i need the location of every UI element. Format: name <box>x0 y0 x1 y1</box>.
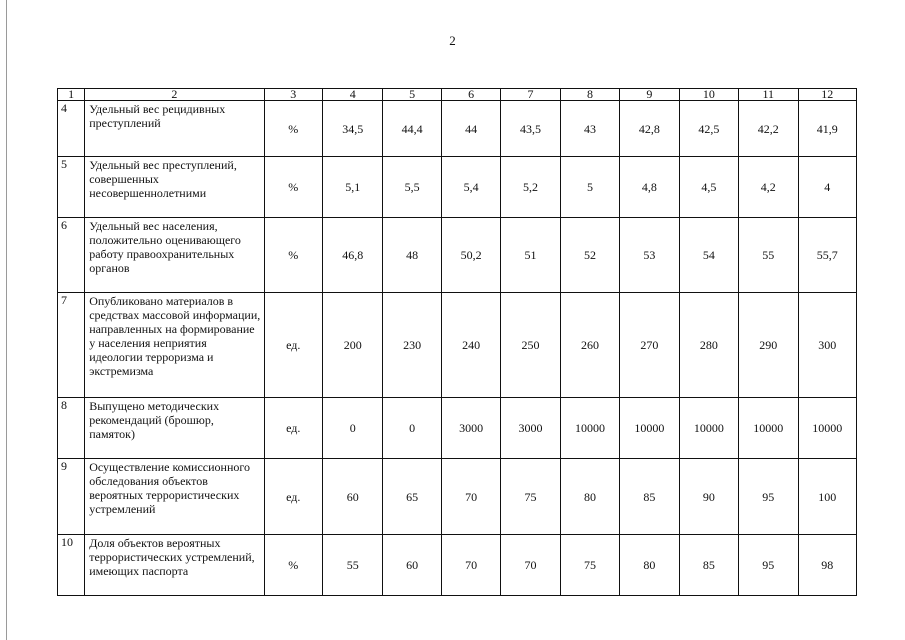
header-cell: 7 <box>501 89 560 101</box>
value-cell: 5,5 <box>383 157 441 218</box>
table-row <box>58 101 857 157</box>
table-header-row <box>58 89 857 101</box>
row-number: 5 <box>58 157 85 218</box>
page-edge-line <box>6 0 7 640</box>
value-cell: 95 <box>739 459 798 535</box>
indicator-name: Удельный вес населения, положительно оценивающего работу правоохранительных органов <box>85 218 264 293</box>
value-cell: 270 <box>620 293 679 398</box>
value-cell: 85 <box>620 459 679 535</box>
value-cell: 4 <box>798 157 857 218</box>
value-cell: 75 <box>560 535 619 596</box>
value-cell: 53 <box>620 218 679 293</box>
header-cell: 12 <box>798 89 857 101</box>
value-cell: 260 <box>560 293 619 398</box>
value-cell: 4,5 <box>679 157 738 218</box>
value-cell: 4,2 <box>739 157 798 218</box>
value-cell: 230 <box>383 293 441 398</box>
value-cell: 5,2 <box>501 157 560 218</box>
value-cell: 0 <box>322 398 382 459</box>
value-cell: 51 <box>501 218 560 293</box>
indicator-name: Опубликовано материалов в средствах массовой информации, направленных на формирование у населения неприятия идеологии терроризма и экстремизма <box>85 293 264 398</box>
table-row <box>58 293 857 398</box>
header-cell: 3 <box>264 89 322 101</box>
value-cell: 290 <box>739 293 798 398</box>
value-cell: 42,5 <box>679 101 738 157</box>
unit-cell: % <box>264 535 322 596</box>
value-cell: 70 <box>441 535 500 596</box>
header-cell: 5 <box>383 89 441 101</box>
header-cell: 2 <box>85 89 264 101</box>
value-cell: 4,8 <box>620 157 679 218</box>
header-cell: 4 <box>322 89 382 101</box>
value-cell: 300 <box>798 293 857 398</box>
value-cell: 43 <box>560 101 619 157</box>
value-cell: 55 <box>322 535 382 596</box>
value-cell: 280 <box>679 293 738 398</box>
value-cell: 60 <box>383 535 441 596</box>
value-cell: 44,4 <box>383 101 441 157</box>
value-cell: 42,8 <box>620 101 679 157</box>
header-cell: 9 <box>620 89 679 101</box>
value-cell: 5,1 <box>322 157 382 218</box>
value-cell: 10000 <box>679 398 738 459</box>
value-cell: 44 <box>441 101 500 157</box>
value-cell: 80 <box>620 535 679 596</box>
value-cell: 70 <box>441 459 500 535</box>
row-number: 9 <box>58 459 85 535</box>
header-cell: 11 <box>739 89 798 101</box>
row-number: 8 <box>58 398 85 459</box>
indicators-table <box>57 88 857 596</box>
row-number: 6 <box>58 218 85 293</box>
value-cell: 54 <box>679 218 738 293</box>
value-cell: 90 <box>679 459 738 535</box>
value-cell: 55 <box>739 218 798 293</box>
value-cell: 240 <box>441 293 500 398</box>
value-cell: 85 <box>679 535 738 596</box>
value-cell: 75 <box>501 459 560 535</box>
header-cell: 6 <box>441 89 500 101</box>
value-cell: 200 <box>322 293 382 398</box>
value-cell: 10000 <box>798 398 857 459</box>
indicator-name: Удельный вес рецидивных преступлений <box>85 101 264 157</box>
value-cell: 0 <box>383 398 441 459</box>
value-cell: 5 <box>560 157 619 218</box>
page-number: 2 <box>449 33 456 48</box>
row-number: 10 <box>58 535 85 596</box>
value-cell: 60 <box>322 459 382 535</box>
value-cell: 55,7 <box>798 218 857 293</box>
value-cell: 50,2 <box>441 218 500 293</box>
value-cell: 34,5 <box>322 101 382 157</box>
unit-cell: ед. <box>264 459 322 535</box>
value-cell: 80 <box>560 459 619 535</box>
unit-cell: % <box>264 157 322 218</box>
header-cell: 1 <box>58 89 85 101</box>
value-cell: 43,5 <box>501 101 560 157</box>
value-cell: 3000 <box>441 398 500 459</box>
indicator-name: Доля объектов вероятных террористических устремлений, имеющих паспорта <box>85 535 264 596</box>
value-cell: 10000 <box>620 398 679 459</box>
value-cell: 10000 <box>560 398 619 459</box>
value-cell: 3000 <box>501 398 560 459</box>
header-cell: 8 <box>560 89 619 101</box>
value-cell: 250 <box>501 293 560 398</box>
table-row <box>58 398 857 459</box>
row-number: 7 <box>58 293 85 398</box>
indicator-name: Осуществление комиссионного обследования объектов вероятных террористических устремлений <box>85 459 264 535</box>
indicator-name: Удельный вес преступлений, совершенных несовершеннолетними <box>85 157 264 218</box>
table-row <box>58 535 857 596</box>
table-row <box>58 218 857 293</box>
value-cell: 41,9 <box>798 101 857 157</box>
value-cell: 10000 <box>739 398 798 459</box>
value-cell: 70 <box>501 535 560 596</box>
table-row <box>58 157 857 218</box>
value-cell: 48 <box>383 218 441 293</box>
unit-cell: % <box>264 218 322 293</box>
value-cell: 5,4 <box>441 157 500 218</box>
value-cell: 42,2 <box>739 101 798 157</box>
value-cell: 65 <box>383 459 441 535</box>
unit-cell: ед. <box>264 398 322 459</box>
value-cell: 52 <box>560 218 619 293</box>
unit-cell: ед. <box>264 293 322 398</box>
row-number: 4 <box>58 101 85 157</box>
unit-cell: % <box>264 101 322 157</box>
table-row <box>58 459 857 535</box>
indicator-name: Выпущено методических рекомендаций (брошюр, памяток) <box>85 398 264 459</box>
value-cell: 46,8 <box>322 218 382 293</box>
value-cell: 100 <box>798 459 857 535</box>
value-cell: 98 <box>798 535 857 596</box>
value-cell: 95 <box>739 535 798 596</box>
header-cell: 10 <box>679 89 738 101</box>
